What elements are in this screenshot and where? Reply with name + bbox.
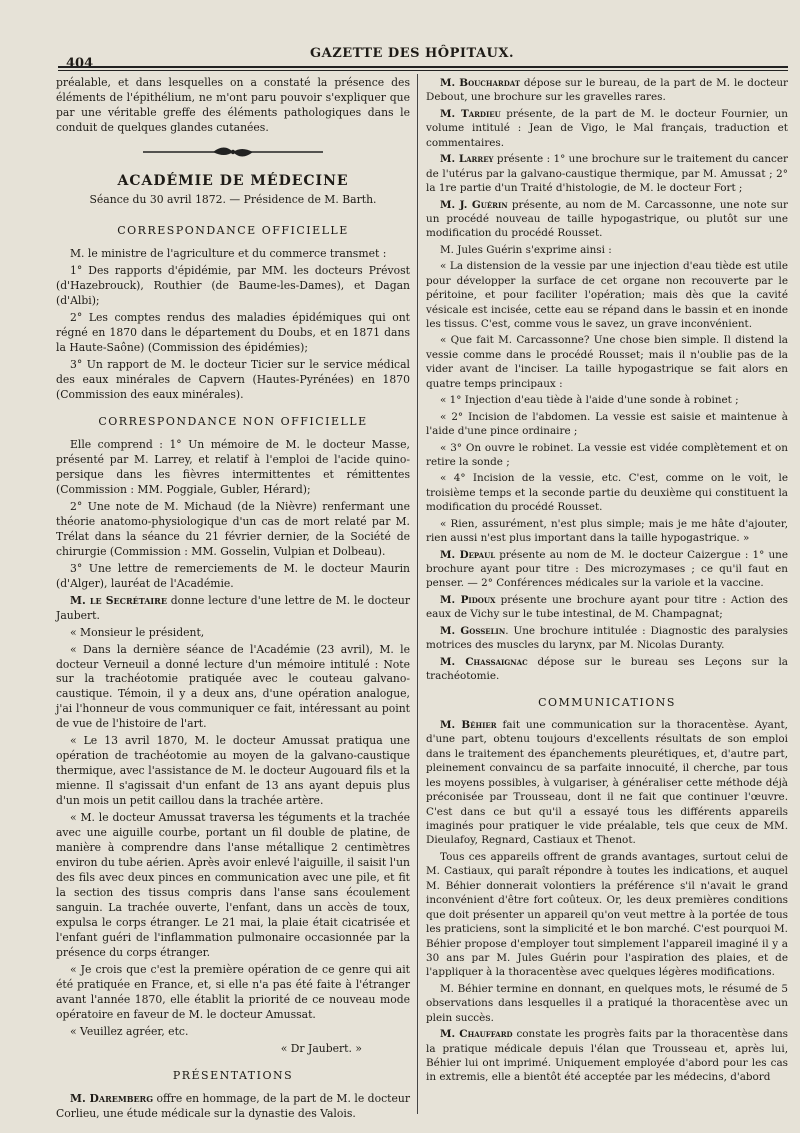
- paragraph: Tous ces appareils offrent de grands avantages, surtout celui de M. Castiaux, qui paraît répondre à toutes les indications, et auquel M. Béhier donnerait volontiers la préférence s'il n'avait le grand inconvénient d'être fort coûteux. Or, les deux premières conditions que doit présenter un appareil qu'on veut mettre à la portée de tous les praticiens, sont la simplicité et le bon marché. C'est pourquoi M. Béhier propose d'employer tout simplement l'appareil imaginé il y a 30 ans par M. Jules Guérin pour l'aspiration des plaies, et de l'appliquer à la thoracentèse avec quelques légères modifications.: [426, 850, 788, 979]
- paragraph: M. Jules Guérin s'exprime ainsi :: [440, 243, 612, 256]
- speaker-name: M. Béhier: [440, 718, 497, 731]
- paragraph-text: constate les progrès faits par la thoracentèse dans la pratique médicale depuis l'élan que Trousseau et, après lui, Béhier lui ont imprimé. Uniquement employée d'abord pour les cas in extremis, elle a bientôt été acceptée par les médecins, d'abord: [426, 1028, 788, 1084]
- speaker-name: M. Chassaignac: [440, 655, 528, 668]
- speaker-name: M. Tardieu: [440, 107, 501, 120]
- masthead-title: GAZETTE DES HÔPITAUX.: [310, 46, 514, 61]
- paragraph-text: offre en hommage, de la part de M. le docteur Corlieu, une étude médicale sur la dynastie des Valois.: [56, 1092, 410, 1121]
- paragraph: « 2° Incision de l'abdomen. La vessie est saisie et maintenue à l'aide d'une pince ordinaire ;: [426, 410, 788, 438]
- paragraph: [426, 655, 788, 684]
- paragraph: préalable, et dans lesquelles on a constaté la présence des éléments de l'épithélium, ne m'ont paru pouvoir s'expliquer que par une véritable greffe des éléments pathologiques dans le conduit de quelques glandes cutanées.: [56, 76, 410, 134]
- speaker-name: M. Gosselin: [440, 624, 506, 637]
- paragraph: « Monsieur le président,: [70, 625, 205, 639]
- paragraph: « Dans la dernière séance de l'Académie (23 avril), M. le docteur Verneuil a donné lecture d'un mémoire intitulé : Note sur la trachéotomie pratiquée avec le couteau galvano-caustique. Témoin, il y a deux ans, d'une opération analogue, j'ai l'honneur de vous communiquer ce fait, intéressant au point de vue de l'histoire de l'art.: [56, 642, 410, 731]
- paragraph: [426, 593, 788, 622]
- speaker-name: M. Larrey: [440, 153, 494, 166]
- speaker-name: M. Depaul: [440, 548, 496, 561]
- speaker-name: M. Daremberg: [70, 1092, 154, 1106]
- paragraph: [426, 718, 788, 848]
- paragraph: « M. le docteur Amussat traversa les téguments et la trachée avec une aiguille courbe, portant un fil double de platine, de manière à comprendre dans l'anse métallique 2 centimètres environ du tube aérien. Après avoir enlevé l'aiguille, il saisit l'un des fils avec deux pinces en communication avec une pile, et fit la section des tissus compris dans l'anse sans écoulement sanguin. La trachée ouverte, l'enfant, dans un accès de toux, expulsa le corps étranger. Le 21 mai, la plaie était cicatrisée et l'enfant guéri de l'inflammation pulmonaire occasionnée par la présence du corps étranger.: [56, 811, 410, 960]
- paragraph-text: présente une brochure ayant pour titre : Action des eaux de Vichy sur le tube intestinal, de M. Champagnat;: [426, 593, 789, 621]
- paragraph: [426, 76, 788, 105]
- paragraph: « Que fait M. Carcassonne? Une chose bien simple. Il distend la vessie comme dans le procédé Rousset; mais il n'oublie pas de la vider avant de l'inciser. La taille hypogastrique se fait alors en quatre temps principaux :: [426, 334, 788, 390]
- subheading-official: CORRESPONDANCE OFFICIELLE: [117, 223, 349, 237]
- speaker-name: M. le Secrétaire: [70, 593, 167, 607]
- session-line: Séance du 30 avril 1872. — Présidence de M. Barth.: [89, 192, 377, 206]
- paragraph-text: . Une brochure intitulée : Diagnostic des paralysies motrices des muscles du larynx, par M. Nicolas Duranty.: [426, 624, 788, 652]
- subheading-communications: COMMUNICATIONS: [538, 695, 676, 709]
- paragraph: « Je crois que c'est la première opération de ce genre qui ait été pratiquée en France, et, si elle n'a pas été faite à l'étranger avant l'année 1870, elle établit la priorité de ce nouveau mode opératoire en faveur de M. le docteur Amussat.: [56, 963, 410, 1022]
- paragraph: [426, 152, 788, 195]
- subheading-nonofficial: CORRESPONDANCE NON OFFICIELLE: [98, 414, 368, 428]
- paragraph: [426, 624, 788, 653]
- paragraph: [426, 107, 788, 150]
- paragraph: M. le ministre de l'agriculture et du commerce transmet :: [70, 246, 387, 260]
- paragraph: [426, 548, 788, 591]
- speaker-name: M. Bouchardat: [440, 77, 521, 89]
- paragraph: [426, 198, 788, 241]
- paragraph: 3° Un rapport de M. le docteur Ticier sur le service médical des eaux minérales de Capvern (Hautes-Pyrénées) en 1870 (Commission des eaux minérales).: [56, 357, 410, 401]
- paragraph-text: présente : 1° une brochure sur le traitement du cancer de l'utérus par la galvano-caustique thermique, par M. Amussat ; 2° la 1re partie d'un Traité d'histologie, de M. le docteur Fort ;: [426, 153, 788, 195]
- page-header: [58, 44, 766, 71]
- subheading-presentations: PRÉSENTATIONS: [172, 1069, 294, 1083]
- left-column: [56, 76, 410, 1124]
- paragraph: [56, 594, 410, 624]
- signature: « Dr Jaubert. »: [280, 1042, 362, 1056]
- paragraph-text: dépose sur le bureau ses Leçons sur la trachéotomie.: [426, 655, 788, 683]
- paragraph-text: présente, au nom de M. Carcassonne, une note sur un procédé nouveau de taille hypogastrique, ou plutôt sur une modification du procédé Rousset.: [426, 198, 788, 240]
- paragraph-text: présente, de la part de M. le docteur Fournier, un volume intitulé : Jean de Vigo, le Mal français, traduction et commentaires.: [426, 107, 788, 149]
- paragraph: 1° Des rapports d'épidémie, par MM. les docteurs Prévost (d'Hazebrouck), Routhier (de Baume-les-Dames), et Dagan (d'Albi);: [56, 263, 410, 307]
- paragraph: [426, 1027, 788, 1085]
- paragraph-text: dépose sur le bureau, de la part de M. le docteur Debout, une brochure sur les gravelles rares.: [426, 77, 789, 104]
- paragraph: 3° Une lettre de remerciements de M. le docteur Maurin (d'Alger), lauréat de l'Académie.: [56, 561, 410, 590]
- paragraph: « 3° On ouvre le robinet. La vessie est vidée complètement et on retire la sonde ;: [426, 441, 788, 468]
- header-rule-thin: [58, 70, 788, 71]
- paragraph: 2° Les comptes rendus des maladies épidémiques qui ont régné en 1870 dans le département du Doubs, et en 1871 dans la Haute-Saône) (Commission des épidémies);: [56, 310, 410, 354]
- paragraph: Elle comprend : 1° Un mémoire de M. le docteur Masse, présenté par M. Larrey, et relatif à l'emploi de l'acide quino-persique dans les fièvres intermittentes et rémittentes (Commission : MM. Poggiale, Gubler, Hérard);: [56, 437, 410, 496]
- header-rule-thick: [58, 66, 788, 68]
- paragraph: « 4° Incision de la vessie, etc. C'est, comme on le voit, le troisième temps et la seconde partie du deuxième qui constituent la modification du procédé Rousset.: [426, 472, 788, 514]
- paragraph: « 1° Injection d'eau tiède à l'aide d'une sonde à robinet ;: [440, 394, 739, 407]
- paragraph: 2° Une note de M. Michaud (de la Nièvre) renfermant une théorie anatomo-physiologique d'un cas de mort relaté par M. Trélat dans la séance du 21 février dernier, de la Société de chirurgie (Commission : MM. Gosselin, Vulpian et Dolbeau).: [56, 499, 410, 558]
- paragraph: « Veuillez agréer, etc.: [70, 1025, 189, 1039]
- section-title: ACADÉMIE DE MÉDECINE: [117, 172, 349, 189]
- speaker-name: M. Pidoux: [440, 593, 496, 606]
- paragraph-text: donne lecture d'une lettre de M. le docteur Jaubert.: [56, 593, 410, 622]
- right-column: [426, 76, 788, 1087]
- paragraph: « La distension de la vessie par une injection d'eau tiède est utile pour développer la surface de cet organe non recouverte par le péritoine, et pour faciliter l'opération; mais dès que la cavité vésicale est incisée, cette eau se répand dans le bassin et en inonde les tissus. C'est, comme vous le savez, un grave inconvénient.: [426, 260, 788, 330]
- speaker-name: M. Chauffard: [440, 1028, 513, 1041]
- ornament-divider-icon: [56, 146, 410, 160]
- page-number: 404: [66, 56, 94, 71]
- paragraph: « Le 13 avril 1870, M. le docteur Amussat pratiqua une opération de trachéotomie au moyen de la galvano-caustique thermique, avec l'assistance de M. le docteur Augouard fils et la mienne. Il s'agissait d'un enfant de 13 ans ayant depuis plus d'un mois un petit caillou dans la trachée artère.: [56, 734, 410, 808]
- paragraph-text: fait une communication sur la thoracentèse. Ayant, d'une part, obtenu toujours d'excellents résultats de son emploi dans le traitement des épanchements pleurétiques, et, d'autre part, pleinement convaincu de sa parfaite innocuité, il cherche, par tous les moyens possibles, à vulgariser, à généraliser cette méthode déjà préconisée par Trousseau, dont il ne fait que continuer l'œuvre. C'est dans ce but qu'il a essayé tous les différents appareils imaginés pour pratiquer le vide préalable, tels que ceux de MM. Dieulafoy, Regnard, Castiaux et Thenot.: [426, 718, 788, 847]
- paragraph: M. Béhier termine en donnant, en quelques mots, le résumé de 5 observations dans lesquelles il a pratiqué la thoracentèse avec un plein succès.: [426, 982, 788, 1024]
- column-divider: [417, 74, 418, 1114]
- paragraph: [56, 1092, 410, 1122]
- paragraph-text: présente au nom de M. le docteur Caizergue : 1° une brochure ayant pour titre : Des microzymases ; ce qu'il faut en penser. — 2° Conférences médicales sur la variole et la vaccine.: [426, 548, 788, 590]
- paragraph: « Rien, assurément, n'est plus simple; mais je me hâte d'ajouter, rien aussi n'est plus important dans la taille hypogastrique. »: [426, 517, 788, 545]
- speaker-name: M. J. Guérin: [440, 198, 508, 211]
